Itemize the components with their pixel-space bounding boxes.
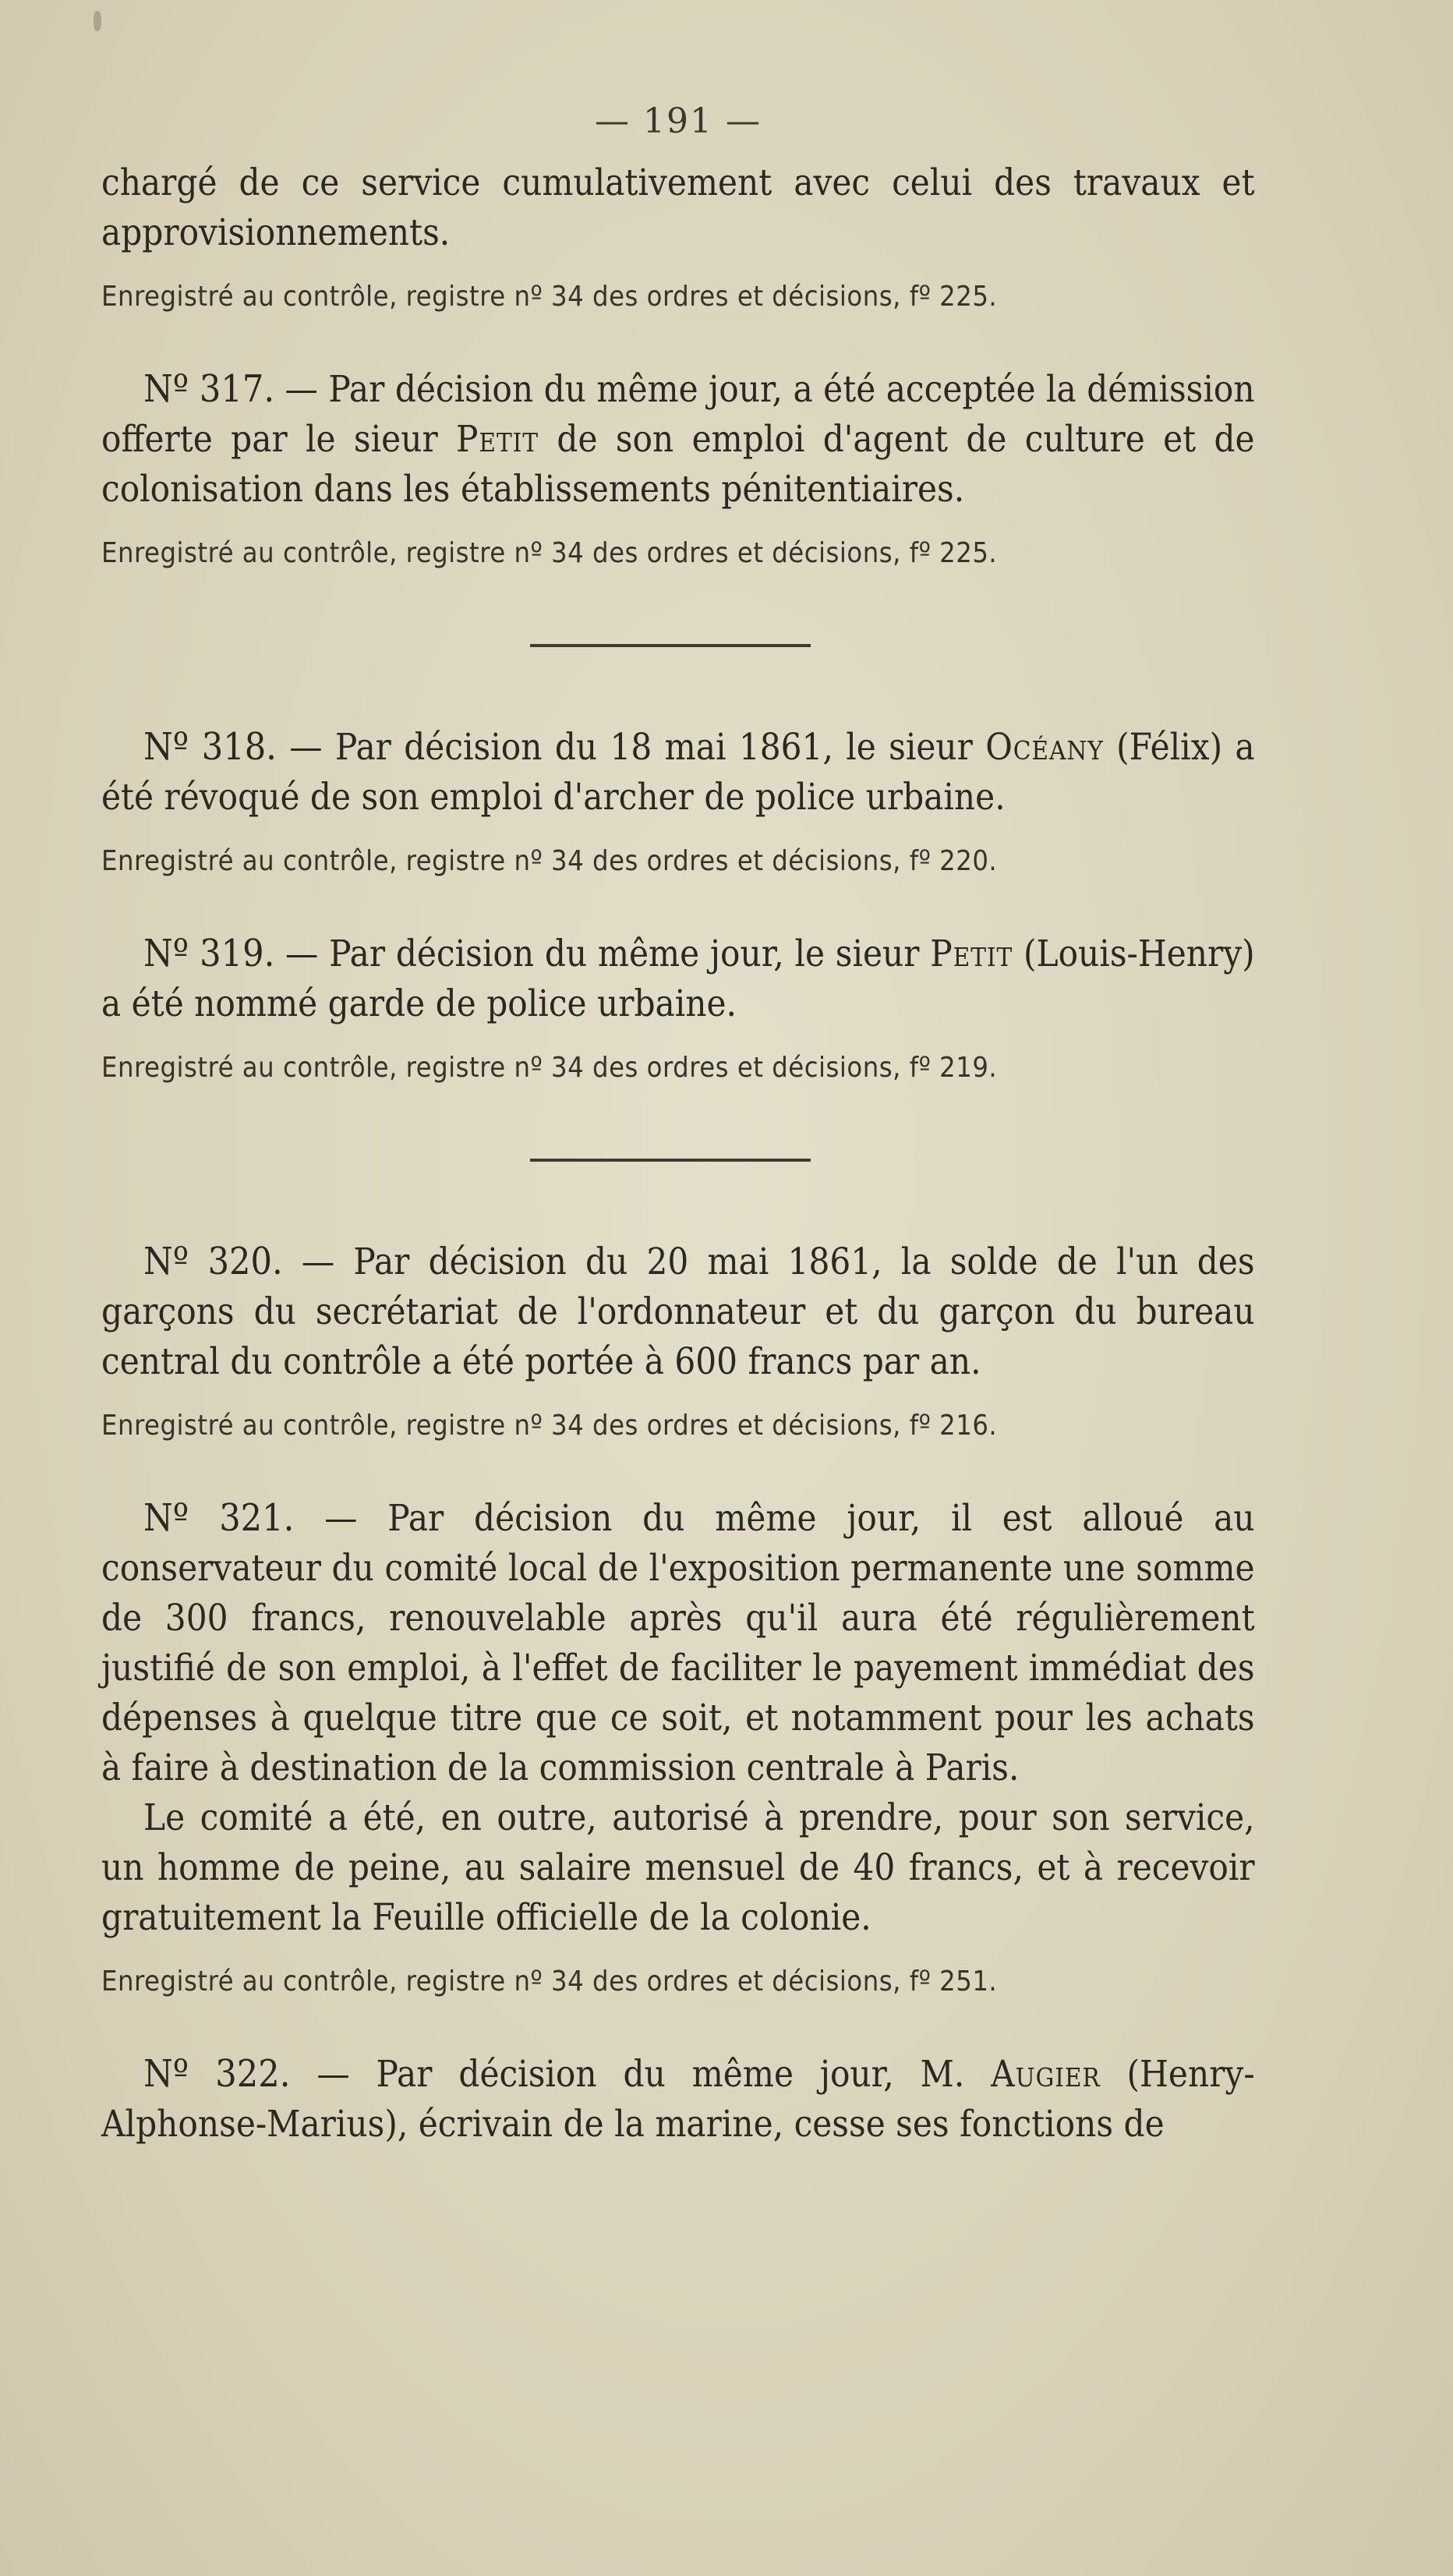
decision-number: Nº 321. bbox=[143, 1496, 295, 1540]
decision-320 bbox=[101, 1237, 1255, 1445]
person-name: Augier bbox=[991, 2053, 1101, 2096]
page-number: — 191 — bbox=[595, 101, 762, 141]
decision-body: — Par décision du même jour, M. bbox=[290, 2053, 992, 2096]
decision-number: Nº 318. bbox=[143, 725, 277, 769]
decision-text bbox=[101, 722, 1255, 823]
decision-text bbox=[101, 1493, 1255, 1793]
ink-blot bbox=[94, 11, 101, 31]
decision-body-end: (Félix) a été révoqué de son emploi d'archer de police urbaine. bbox=[101, 726, 1255, 819]
decision-body: — Par décision du même jour, le sieur bbox=[274, 932, 931, 975]
continuation-register: Enregistré au contrôle, registre nº 34 des ordres et décisions, fº 225. bbox=[101, 281, 998, 313]
decision-body-end: (Louis-Henry) a été nommé garde de police urbaine. bbox=[101, 932, 1255, 1025]
decision-body-end: de son emploi d'agent de culture et de colonisation dans les établissements pénitentiaires. bbox=[101, 418, 1255, 511]
register-note: Enregistré au contrôle, registre nº 34 des ordres et décisions, fº 251. bbox=[101, 1966, 998, 1997]
decision-body-end: (Henry-Alphonse-Marius), écrivain de la marine, cesse ses fonctions de bbox=[101, 2053, 1255, 2146]
decision-text bbox=[101, 929, 1255, 1029]
decision-body: — Par décision du même jour, a été acceptée la démission offerte par le sieur bbox=[101, 368, 1255, 461]
continuation-text: chargé de ce service cumulativement avec celui des travaux et approvisionnements. bbox=[101, 161, 1255, 254]
decision-317 bbox=[101, 364, 1255, 572]
register-note: Enregistré au contrôle, registre nº 34 des ordres et décisions, fº 216. bbox=[101, 1410, 998, 1442]
decision-321 bbox=[101, 1493, 1255, 2001]
person-name: Petit bbox=[456, 418, 539, 461]
decision-number: Nº 317. bbox=[143, 367, 275, 411]
decision-text bbox=[101, 1237, 1255, 1387]
decision-body: — Par décision du 18 mai 1861, le sieur bbox=[276, 726, 986, 769]
register-note: Enregistré au contrôle, registre nº 34 des ordres et décisions, fº 220. bbox=[101, 845, 998, 877]
separator-rule bbox=[530, 644, 811, 647]
decision-318 bbox=[101, 722, 1255, 880]
decision-number: Nº 320. bbox=[143, 1240, 283, 1283]
register-note: Enregistré au contrôle, registre nº 34 des ordres et décisions, fº 225. bbox=[101, 537, 998, 569]
decision-text bbox=[101, 2049, 1255, 2150]
decision-number: Nº 319. bbox=[143, 932, 275, 975]
person-name: Petit bbox=[930, 932, 1013, 975]
decision-number: Nº 322. bbox=[143, 2052, 291, 2096]
decision-text bbox=[101, 364, 1255, 515]
person-name: Océany bbox=[985, 726, 1104, 769]
page bbox=[101, 101, 1255, 2150]
decision-second-paragraph: Le comité a été, en outre, autorisé à prendre, pour son service, un homme de peine, au salaire mensuel de 40 francs, et à recevoir gratuitement la Feuille officielle de la colonie. bbox=[101, 1796, 1255, 1939]
decision-body: — Par décision du 20 mai 1861, la solde de l'un des garçons du secrétariat de l'ordonnateur et du garçon du bureau central du contrôle a été portée à 600 francs par an. bbox=[101, 1240, 1255, 1383]
decision-319 bbox=[101, 929, 1255, 1087]
decision-body: — Par décision du même jour, il est alloué au conservateur du comité local de l'exposition permanente une somme de 300 francs, renouvelable après qu'il aura été régulièrement justifié de son emploi, à l'effet de faciliter le payement immédiat des dépenses à quelque titre que ce soit, et notamment pour les achats à faire à destination de la commission centrale à Paris. bbox=[101, 1497, 1255, 1789]
decision-322 bbox=[101, 2049, 1255, 2150]
register-note: Enregistré au contrôle, registre nº 34 des ordres et décisions, fº 219. bbox=[101, 1052, 998, 1084]
separator-rule bbox=[530, 1159, 811, 1162]
